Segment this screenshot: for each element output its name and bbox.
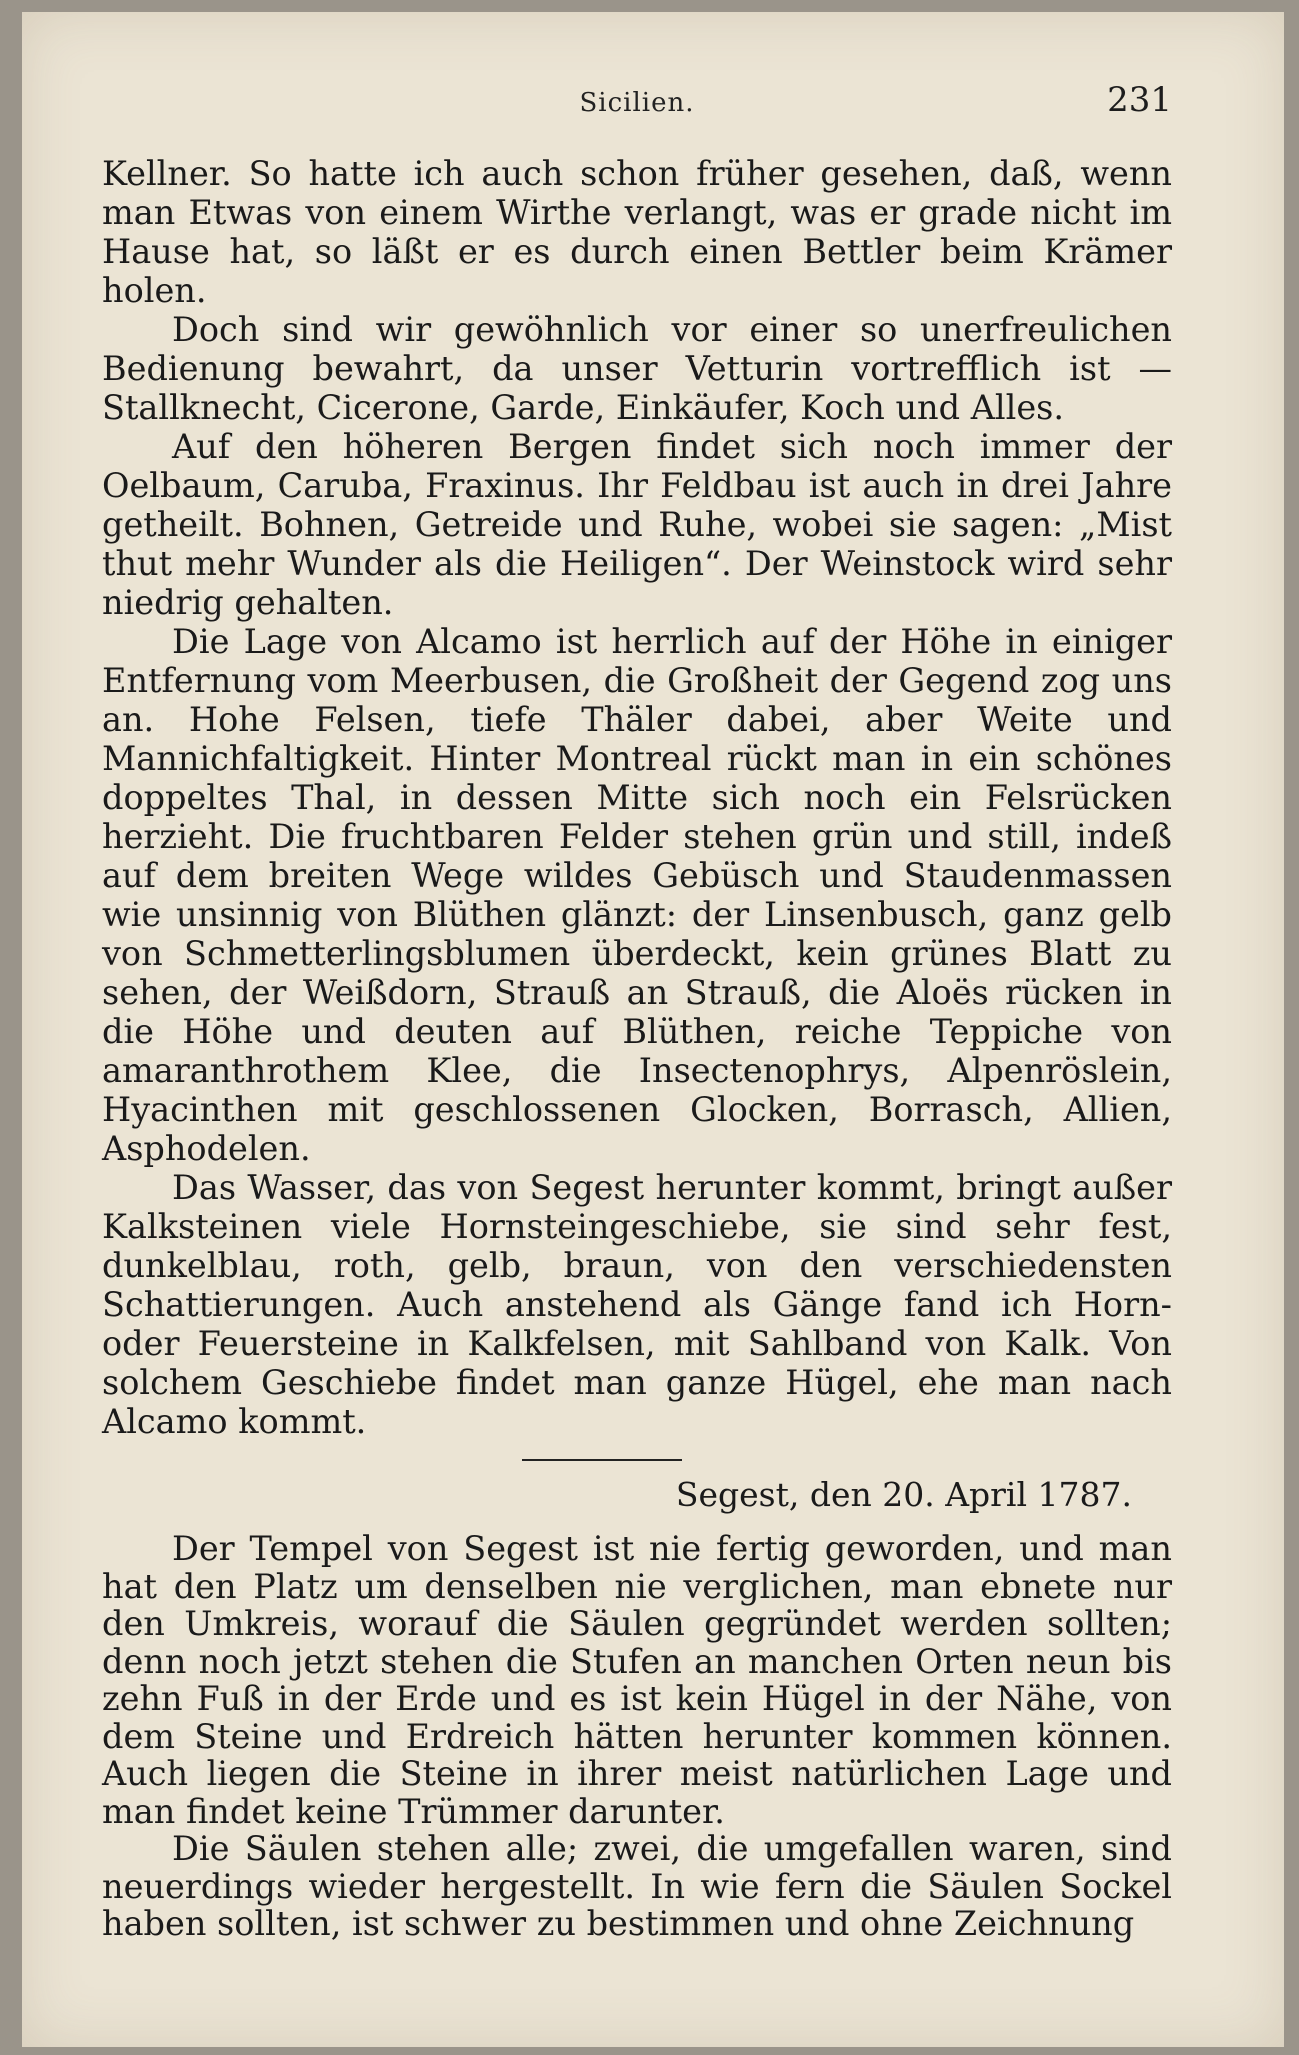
book-page bbox=[22, 12, 1284, 2047]
page-number: 231 bbox=[1107, 80, 1172, 120]
paragraph: Auf den höheren Bergen findet sich noch immer der Oelbaum, Caruba, Fraxinus. Ihr Feldbau ist auch in drei Jahre getheilt. Bohnen, Getreide und Ruhe, wobei sie sagen: „Mist thut mehr Wunder als die Heiligen“. Der Weinstock wird sehr niedrig gehalten. bbox=[102, 427, 1172, 622]
body-text bbox=[102, 154, 1172, 1943]
page-header bbox=[102, 80, 1172, 126]
paragraph: Das Wasser, das von Segest herunter kommt, bringt außer Kalksteinen viele Hornsteingeschiebe, sie sind sehr fest, dunkelblau, roth, gelb, braun, von den verschiedensten Schattierungen. Auch anstehend als Gänge fand ich Horn- oder Feuersteine in Kalkfelsen, mit Sahlband von Kalk. Von solchem Geschiebe findet man ganze Hügel, ehe man nach Alcamo kommt. bbox=[102, 1168, 1172, 1441]
paragraph: Kellner. So hatte ich auch schon früher gesehen, daß, wenn man Etwas von einem Wirthe verlangt, was er grade nicht im Hause hat, so läßt er es durch einen Bettler beim Krämer holen. bbox=[102, 154, 1172, 310]
section-segest bbox=[102, 1530, 1172, 1943]
running-title: Sicilien. bbox=[579, 88, 695, 118]
paragraph: Der Tempel von Segest ist nie fertig geworden, und man hat den Platz um denselben nie verglichen, man ebnete nur den Umkreis, worauf die Säulen gegründet werden sollten; denn noch jetzt stehen die Stufen an manchen Orten neun bis zehn Fuß in der Erde und es ist kein Hügel in der Nähe, von dem Steine und Erdreich hätten herunter kommen können. Auch liegen die Steine in ihrer meist natürlichen Lage und man findet keine Trümmer darunter. bbox=[102, 1529, 1172, 1831]
paragraph: Die Säulen stehen alle; zwei, die umgefallen waren, sind neuerdings wieder hergestellt. In wie fern die Säulen Sockel haben sollten, ist schwer zu bestimmen und ohne Zeichnung bbox=[102, 1829, 1172, 1943]
section-divider bbox=[522, 1459, 682, 1461]
paragraph: Doch sind wir gewöhnlich vor einer so unerfreulichen Bedienung bewahrt, da unser Vetturin vortrefflich ist — Stallknecht, Cicerone, Garde, Einkäufer, Koch und Alles. bbox=[102, 310, 1172, 427]
paragraph: Die Lage von Alcamo ist herrlich auf der Höhe in einiger Entfernung vom Meerbusen, die Großheit der Gegend zog uns an. Hohe Felsen, tiefe Thäler dabei, aber Weite und Mannichfaltigkeit. Hinter Montreal rückt man in ein schönes doppeltes Thal, in dessen Mitte sich noch ein Felsrücken herzieht. Die fruchtbaren Felder stehen grün und still, indeß auf dem breiten Wege wildes Gebüsch und Staudenmassen wie unsinnig von Blüthen glänzt: der Linsenbusch, ganz gelb von Schmetterlingsblumen überdeckt, kein grünes Blatt zu sehen, der Weißdorn, Strauß an Strauß, die Aloës rücken in die Höhe und deuten auf Blüthen, reiche Teppiche von amaranthrothem Klee, die Insectenophrys, Alpenröslein, Hyacinthen mit geschlossenen Glocken, Borrasch, Allien, Asphodelen. bbox=[102, 622, 1172, 1168]
dateline: Segest, den 20. April 1787. bbox=[675, 1475, 1132, 1514]
